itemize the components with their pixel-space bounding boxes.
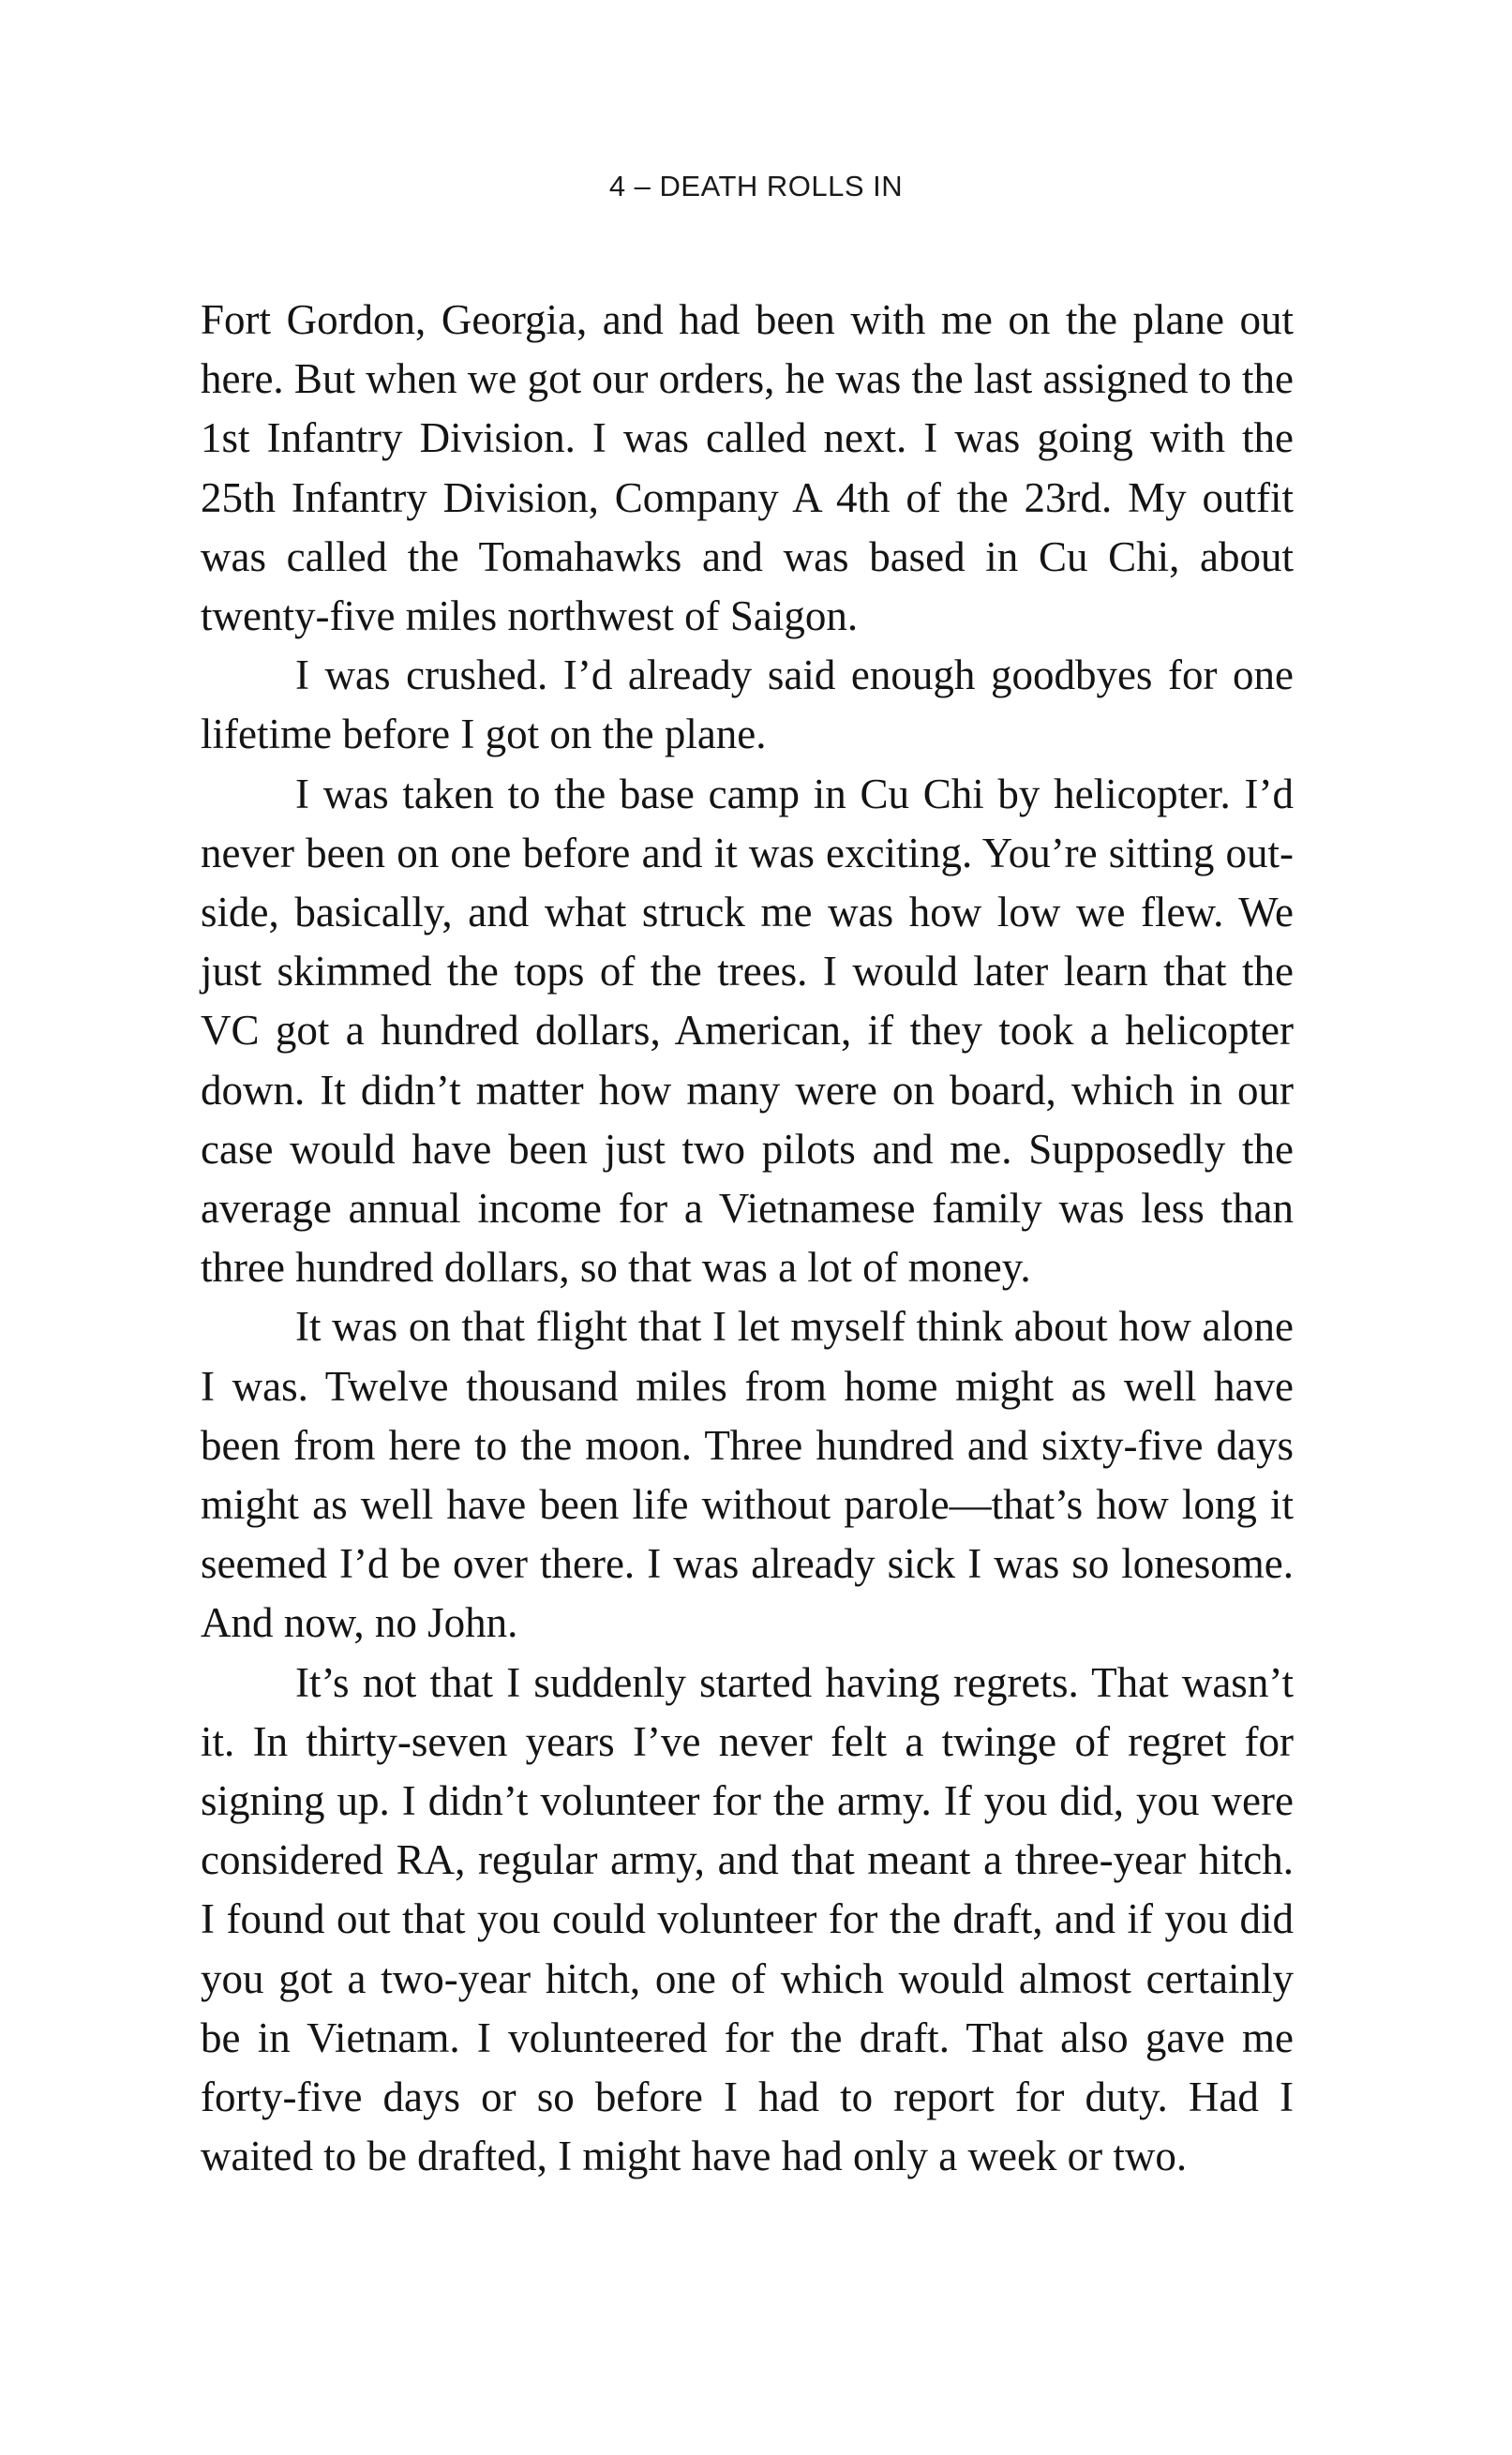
paragraph: It was on that flight that I let myself think about how alone I was. Twelve thousand miles from home might as well have been from here to the moon. Three hundred and sixty-five days might as well have been life without parole—that’s how long it seemed I’d be over there. I was already sick I was so lonesome. And now, no John. [201, 1303, 1294, 1647]
paragraph: It’s not that I suddenly started having regrets. That wasn’t it. In thirty-seven years I’ve never felt a twinge of regret for signing up. I didn’t volunteer for the army. If you did, you were considered RA, regular army, and that meant a three-year hitch. I found out that you could volunteer for the draft, and if you did you got a two-year hitch, one of which would almost certainly be in Vietnam. I volunteered for the draft. That also gave me forty-five days or so before I had to report for duty. Had I waited to be drafted, I might have had only a week or two. [201, 1658, 1294, 2180]
paragraph: Fort Gordon, Georgia, and had been with me on the plane out here. But when we got our orders, he was the last assigned to the 1st Infantry Division. I was called next. I was going with the 25th Infantry Division, Company A 4th of the 23rd. My outfit was called the Tomahawks and was based in Cu Chi, about twenty-five miles northwest of Saigon. [201, 296, 1294, 640]
paragraph: I was taken to the base camp in Cu Chi by helicopter. I’d never been on one before and it was exciting. You’re sitting outside, basically, and what struck me was how low we flew. We just skimmed the tops of the trees. I would later learn that the VC got a hundred dollars, American, if they took a helicopter down. It didn’t matter how many were on board, which in our case would have been just two pilots and me. Supposedly the average annual income for a Vietnamese family was less than three hundred dollars, so that was a lot of money. [201, 770, 1294, 1292]
running-head: 4 – DEATH ROLLS IN [608, 170, 904, 202]
paragraph: I was crushed. I’d already said enough goodbyes for one lifetime before I got on the plane. [201, 651, 1294, 758]
body-text [201, 291, 1294, 2187]
